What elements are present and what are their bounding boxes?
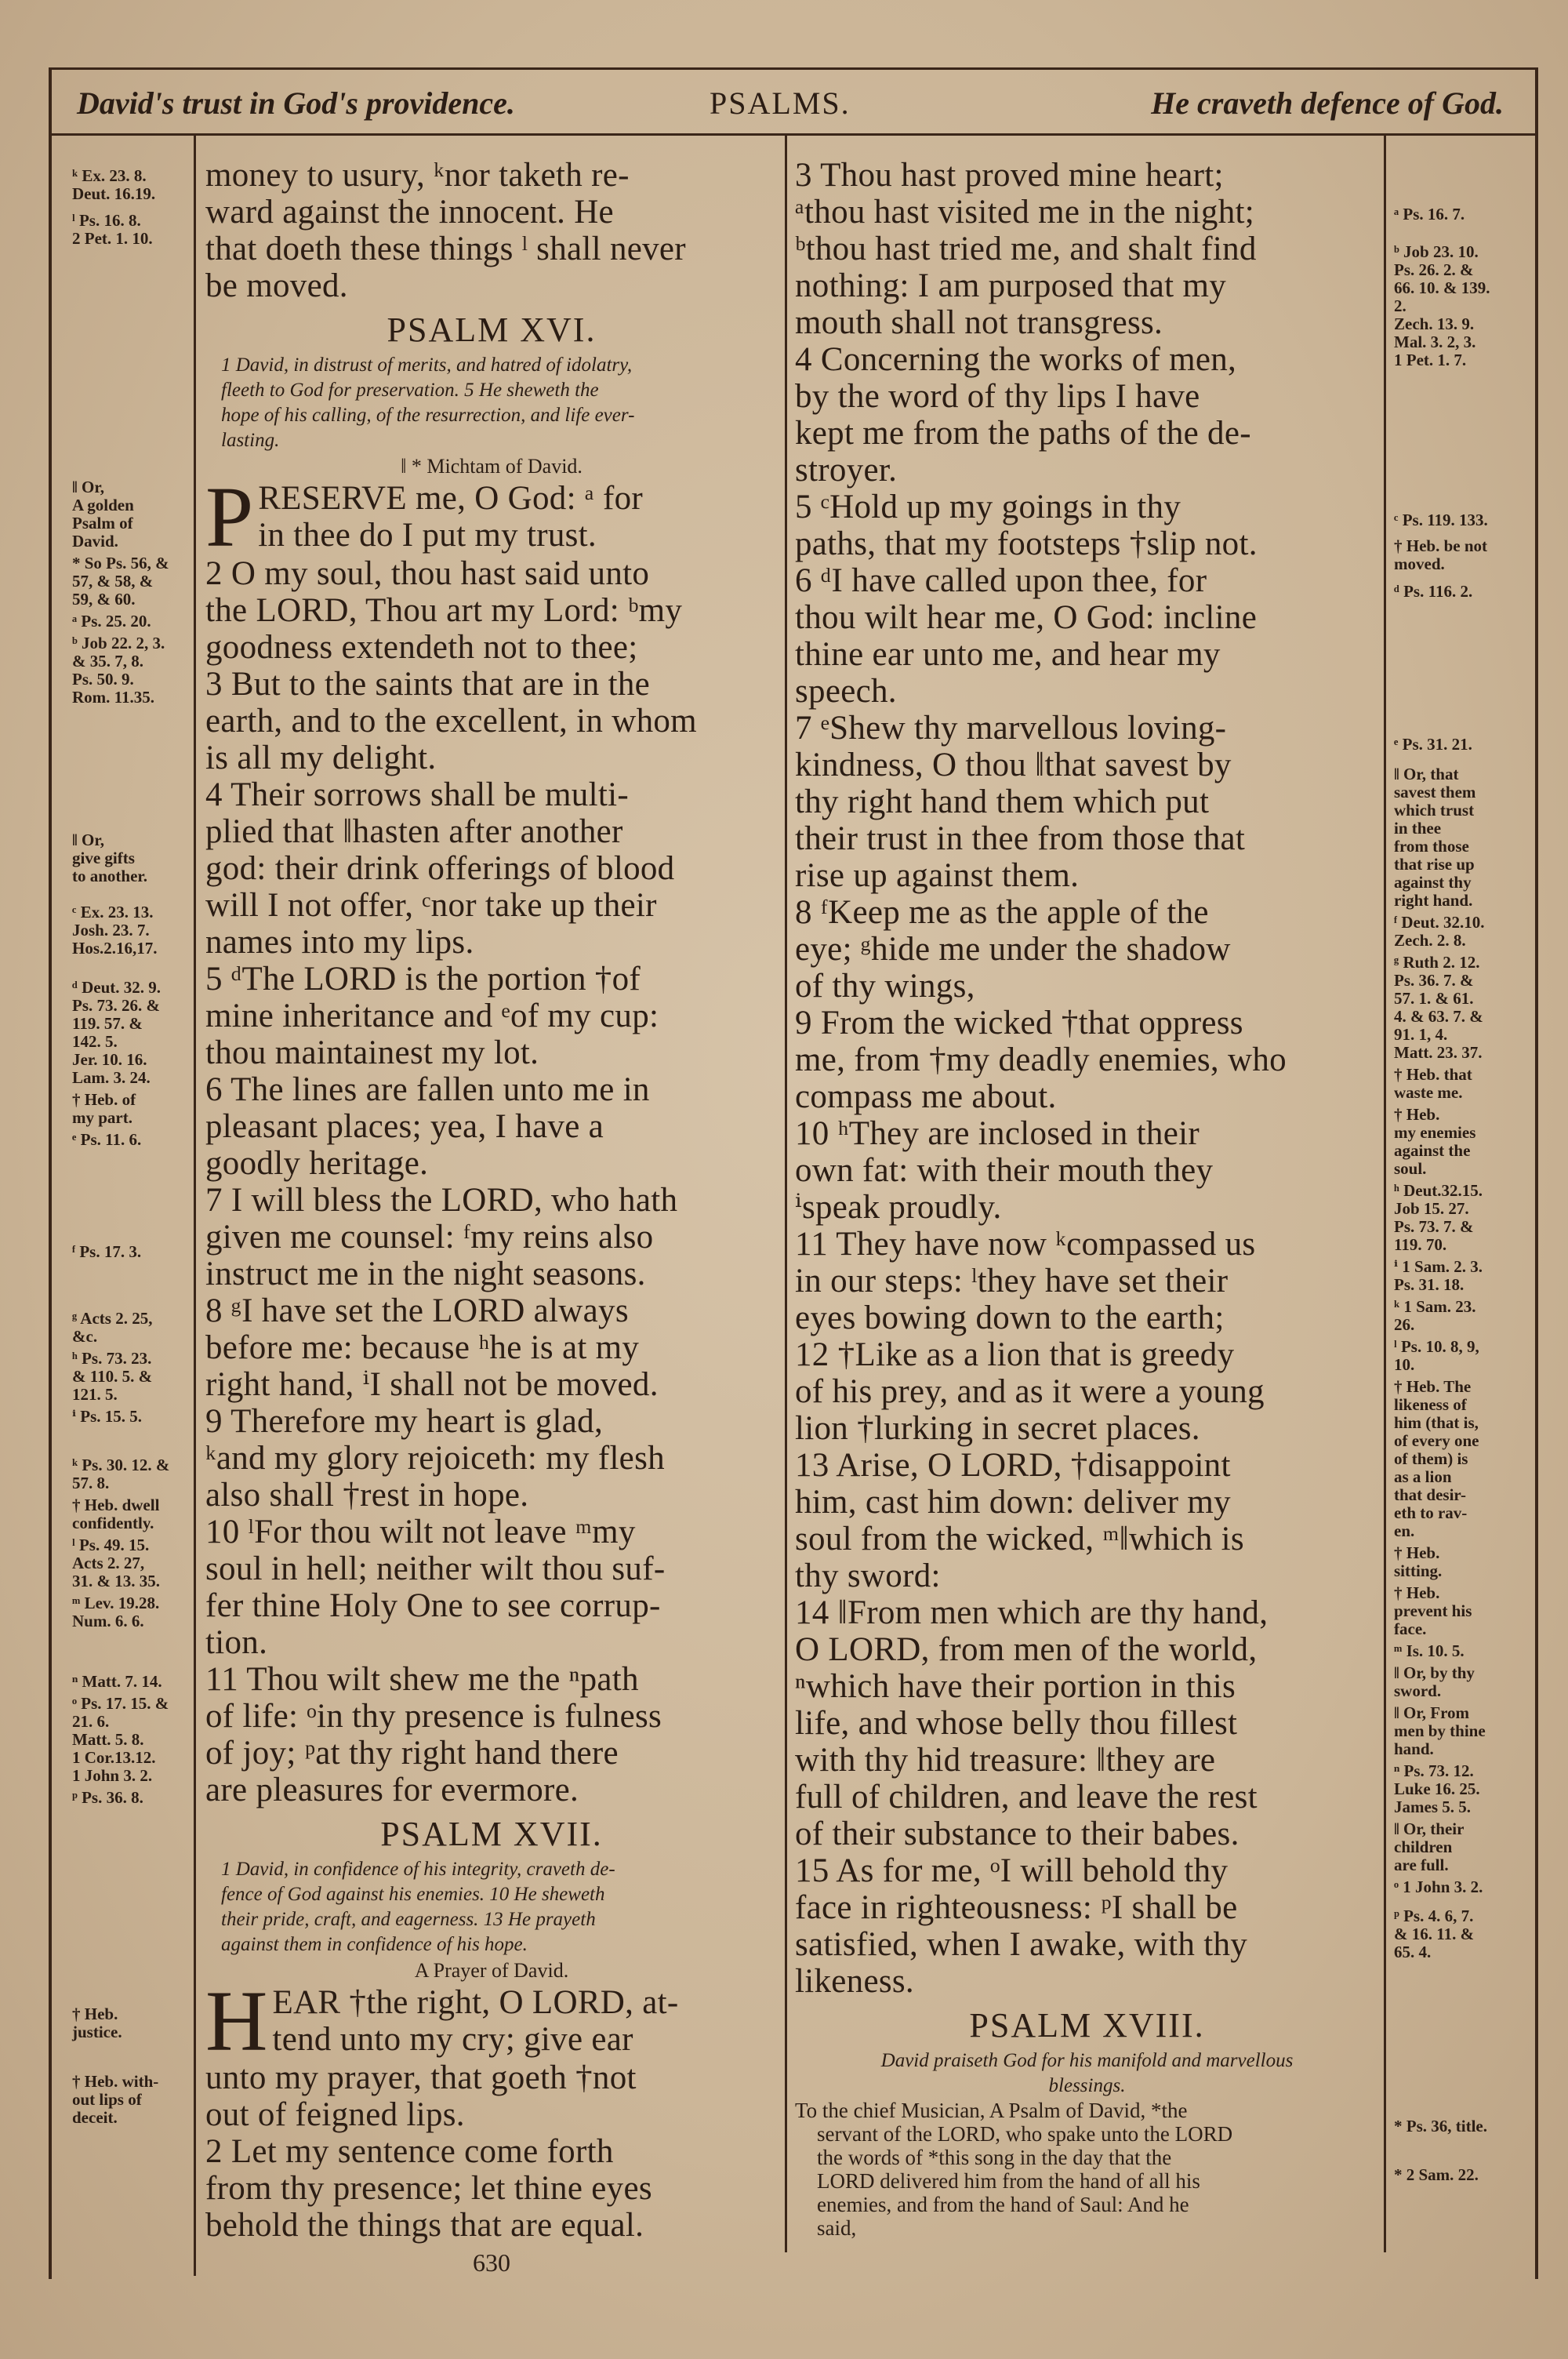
psalm-summary-line: 1 David, in confidence of his integrity, craveth de- (221, 1859, 615, 1880)
verse-line: before me: because ʰhe is at my (205, 1329, 640, 1366)
verse-line: 6 The lines are fallen unto me in (205, 1071, 650, 1108)
margin-reference: ⁿ Matt. 7. 14. (72, 1672, 162, 1691)
verse-line: face in righteousness: ᵖI shall be (795, 1889, 1238, 1926)
verse-line: likeness. (795, 1963, 914, 2000)
margin-reference: * So Ps. 56, & 57, & 58, & 59, & 60. (72, 554, 169, 609)
verse-line: life, and whose belly thou fillest (795, 1705, 1238, 1742)
verse-line: with thy hid treasure: ‖they are (795, 1742, 1216, 1779)
margin-reference: ˡ Ps. 16. 8. 2 Pet. 1. 10. (72, 211, 153, 248)
margin-reference: † Heb. The likeness of him (that is, of every one of them) is as a lion that desir- eth to rav- en. (1394, 1377, 1479, 1540)
margin-reference: ᵉ Ps. 31. 21. (1394, 735, 1472, 754)
margin-reference: ᵒ 1 John 3. 2. (1394, 1877, 1483, 1896)
verse-line: 12 †Like as a lion that is greedy (795, 1336, 1235, 1373)
psalm-summary-line: their pride, craft, and eagerness. 13 He prayeth (221, 1909, 596, 1930)
verse-line: 9 Therefore my heart is glad, (205, 1403, 603, 1440)
psalm-summary-line: 1 David, in distrust of merits, and hatred of idolatry, (221, 354, 633, 376)
verse-line: me, from †my deadly enemies, who (795, 1041, 1287, 1078)
verse-line: pleasant places; yea, I have a (205, 1108, 604, 1145)
header-left: David's trust in God's providence. (77, 85, 515, 121)
psalm-intro-line: said, (817, 2216, 857, 2240)
margin-reference: ᶜ Ps. 119. 133. (1394, 511, 1488, 529)
verse-line: rise up against them. (795, 857, 1080, 894)
left-margin-rule (194, 135, 196, 2276)
verse-line: 3 But to the saints that are in the (205, 666, 651, 703)
verse-line: 8 ᶠKeep me as the apple of the (795, 894, 1209, 931)
margin-reference: ᵃ Ps. 16. 7. (1394, 205, 1465, 224)
verse-line: ⁱspeak proudly. (795, 1189, 1002, 1226)
verse-line: their trust in thee from those that (795, 820, 1246, 857)
margin-reference: ʰ Deut.32.15. Job 15. 27. Ps. 73. 7. & 119. 70. (1394, 1181, 1483, 1254)
verse-line: 4 Their sorrows shall be multi- (205, 776, 629, 813)
verse-line: O LORD, from men of the world, (795, 1631, 1258, 1668)
psalm-summary-line: David praiseth God for his manifold and marvellous (880, 2050, 1294, 2071)
psalm-intro-line: the words of *this song in the day that the (817, 2146, 1172, 2169)
psalm-intro-line: enemies, and from the hand of Saul: And he (817, 2193, 1189, 2216)
verse-line: of his prey, and as it were a young (795, 1373, 1265, 1410)
verse-line: behold the things that are equal. (205, 2207, 644, 2244)
margin-reference: ᶜ Ex. 23. 13. Josh. 23. 7. Hos.2.16,17. (72, 903, 158, 958)
outer-left-rule (49, 67, 52, 2279)
margin-reference: * Ps. 36, title. (1394, 2117, 1487, 2135)
margin-reference: ⁱ Ps. 15. 5. (72, 1407, 143, 1426)
verse-line: kindness, O thou ‖that savest by (795, 747, 1232, 783)
psalm-title: PSALM XVI. (387, 311, 597, 349)
margin-reference: ᵏ Ex. 23. 8. Deut. 16.19. (72, 166, 156, 203)
psalm-summary-line: against them in confidence of his hope. (221, 1934, 528, 1955)
psalm-superscription: A Prayer of David. (414, 1959, 569, 1982)
margin-reference: ‖ Or, From men by thine hand. (1394, 1703, 1486, 1758)
drop-cap-block (205, 480, 778, 555)
verse-line: mouth shall not transgress. (795, 304, 1163, 341)
verse-line: ⁿwhich have their portion in this (795, 1668, 1236, 1705)
verse-line: out of feigned lips. (205, 2096, 465, 2133)
verse-line: thou maintainest my lot. (205, 1034, 539, 1071)
verse-line: own fat: with their mouth they (795, 1152, 1214, 1189)
verse-line: of their substance to their babes. (795, 1816, 1240, 1852)
top-rule (49, 67, 1538, 70)
verse-line: 6 ᵈI have called upon thee, for (795, 562, 1207, 599)
margin-reference: † Heb. be not moved. (1394, 536, 1488, 573)
verse-line: in our steps: ˡthey have set their (795, 1263, 1229, 1299)
verse-line: in thee do I put my trust. (258, 517, 597, 554)
header-rule (49, 133, 1538, 136)
verse-line: 7 ᵉShew thy marvellous loving- (795, 710, 1227, 747)
page-number: 630 (473, 2248, 510, 2277)
margin-reference: ‖ Or, their children are full. (1394, 1819, 1465, 1874)
verse-line: soul from the wicked, ᵐ‖which is (795, 1521, 1244, 1558)
psalm-summary-line: fence of God against his enemies. 10 He sheweth (221, 1884, 605, 1905)
margin-reference: ᶠ Ps. 17. 3. (72, 1242, 142, 1261)
header-right: He craveth defence of God. (1151, 85, 1504, 121)
verse-line: RESERVE me, O God: ᵃ for (258, 480, 644, 517)
verse-line: EAR †the right, O LORD, at- (272, 1984, 679, 2021)
psalm-title: PSALM XVII. (380, 1815, 603, 1853)
margin-reference: ⁿ Ps. 73. 12. Luke 16. 25. James 5. 5. (1394, 1761, 1480, 1816)
margin-reference: ᵇ Job 23. 10. Ps. 26. 2. & 66. 10. & 139. 2. Zech. 13. 9. Mal. 3. 2, 3. 1 Pet. 1. 7. (1394, 242, 1490, 369)
verse-line: from thy presence; let thine eyes (205, 2170, 652, 2207)
verse-line: him, cast him down: deliver my (795, 1484, 1231, 1521)
verse-line: tion. (205, 1624, 268, 1661)
margin-reference: ᵉ Ps. 11. 6. (72, 1130, 142, 1149)
verse-line: that doeth these things ˡ shall never (205, 231, 686, 267)
outer-right-rule (1535, 67, 1538, 2279)
margin-reference: ˡ Ps. 49. 15. Acts 2. 27, 31. & 13. 35. (72, 1536, 160, 1590)
verse-line: given me counsel: ᶠmy reins also (205, 1219, 654, 1256)
margin-reference: ᵇ Job 22. 2, 3. & 35. 7, 8. Ps. 50. 9. Rom. 11.35. (72, 634, 165, 707)
verse-line: paths, that my footsteps †slip not. (795, 525, 1258, 562)
verse-line: unto my prayer, that goeth †not (205, 2059, 637, 2096)
psalm-superscription: ‖ * Michtam of David. (401, 455, 583, 478)
margin-reference: † Heb. of my part. (72, 1090, 136, 1127)
verse-line: 10 ʰThey are inclosed in their (795, 1115, 1200, 1152)
margin-reference: † Heb. my enemies against the soul. (1394, 1105, 1476, 1178)
psalm-summary-line: fleeth to God for preservation. 5 He sheweth the (221, 380, 599, 401)
verse-line: names into my lips. (205, 924, 474, 961)
margin-reference: ᵏ Ps. 30. 12. & 57. 8. (72, 1456, 170, 1492)
drop-cap: P (205, 480, 254, 555)
verse-line: earth, and to the excellent, in whom (205, 703, 697, 740)
verse-line: tend unto my cry; give ear (272, 2021, 633, 2058)
psalm-intro-line: servant of the LORD, who spake unto the LORD (817, 2122, 1233, 2146)
margin-reference: ‖ Or, give gifts to another. (72, 831, 148, 885)
verse-line: 10 ˡFor thou wilt not leave ᵐmy (205, 1514, 636, 1550)
verse-line: 15 As for me, ᵒI will behold thy (795, 1852, 1229, 1889)
right-margin-rule (1384, 135, 1386, 2252)
margin-reference: † Heb. with- out lips of deceit. (72, 2072, 159, 2127)
margin-reference: † Heb. sitting. (1394, 1543, 1443, 1580)
verse-line: ᵏand my glory rejoiceth: my flesh (205, 1440, 665, 1477)
margin-reference: ᵒ Ps. 17. 15. & 21. 6. Matt. 5. 8. 1 Cor.13.12. 1 John 3. 2. (72, 1694, 169, 1785)
psalm-summary-line: hope of his calling, of the resurrection, and life ever- (221, 405, 635, 426)
verse-line: soul in hell; neither wilt thou suf- (205, 1550, 666, 1587)
text-column-left (205, 157, 778, 2277)
verse-line: goodness extendeth not to thee; (205, 629, 638, 666)
verse-line: compass me about. (795, 1078, 1057, 1115)
verse-line: thou wilt hear me, O God: incline (795, 599, 1258, 636)
margin-reference: † Heb. prevent his face. (1394, 1583, 1472, 1638)
verse-line: 4 Concerning the works of men, (795, 341, 1237, 378)
verse-line: 11 Thou wilt shew me the ⁿpath (205, 1661, 639, 1698)
header-book-title: PSALMS. (710, 85, 851, 121)
verse-line: is all my delight. (205, 740, 437, 776)
verse-line: 13 Arise, O LORD, †disappoint (795, 1447, 1231, 1484)
drop-cap-block (205, 1984, 778, 2059)
verse-line: eyes bowing down to the earth; (795, 1299, 1225, 1336)
margin-reference: ‖ Or, by thy sword. (1394, 1663, 1475, 1700)
verse-line: 8 ᵍI have set the LORD always (205, 1292, 629, 1329)
verse-line: 14 ‖From men which are thy hand, (795, 1594, 1269, 1631)
verse-line: lion †lurking in secret places. (795, 1410, 1200, 1447)
psalm-summary-line: lasting. (221, 430, 280, 451)
margin-reference: ᶠ Deut. 32.10. Zech. 2. 8. (1394, 913, 1485, 950)
verse-line: are pleasures for evermore. (205, 1772, 579, 1808)
verse-line: fer thine Holy One to see corrup- (205, 1587, 661, 1624)
verse-line: of joy; ᵖat thy right hand there (205, 1735, 619, 1772)
psalm-intro-line: LORD delivered him from the hand of all his (817, 2169, 1200, 2193)
margin-reference: ᵖ Ps. 36. 8. (72, 1788, 143, 1807)
verse-line: speech. (795, 673, 897, 710)
verse-line: 11 They have now ᵏcompassed us (795, 1226, 1256, 1263)
verse-line: 9 From the wicked †that oppress (795, 1005, 1243, 1041)
verse-line: 2 Let my sentence come forth (205, 2133, 614, 2170)
verse-line: plied that ‖hasten after another (205, 813, 623, 850)
verse-line: ᵇthou hast tried me, and shalt find (795, 231, 1257, 267)
verse-line: of life: ᵒin thy presence is fulness (205, 1698, 662, 1735)
verse-line: by the word of thy lips I have (795, 378, 1200, 415)
verse-line: thine ear unto me, and hear my (795, 636, 1221, 673)
verse-line: god: their drink offerings of blood (205, 850, 675, 887)
margin-reference: ᵐ Lev. 19.28. Num. 6. 6. (72, 1594, 160, 1630)
margin-reference: ᵐ Is. 10. 5. (1394, 1641, 1465, 1660)
psalm-summary-line: blessings. (1048, 2075, 1126, 2096)
verse-line: stroyer. (795, 452, 898, 489)
verse-line: be moved. (205, 267, 348, 304)
margin-reference: ᵖ Ps. 4. 6, 7. & 16. 11. & 65. 4. (1394, 1906, 1475, 1961)
margin-reference: ᵈ Deut. 32. 9. Ps. 73. 26. & 119. 57. & 142. 5. Jer. 10. 16. Lam. 3. 24. (72, 978, 162, 1087)
margin-reference: ˡ Ps. 10. 8, 9, 10. (1394, 1337, 1479, 1374)
center-rule (785, 135, 787, 2252)
verse-line: goodly heritage. (205, 1145, 429, 1182)
verse-line: thy right hand them which put (795, 783, 1210, 820)
margin-reference: ᵍ Ruth 2. 12. Ps. 36. 7. & 57. 1. & 61. 4. & 63. 7. & 91. 1, 4. Matt. 23. 37. (1394, 953, 1483, 1062)
verse-line: 5 ᶜHold up my goings in thy (795, 489, 1181, 525)
verse-line: nothing: I am purposed that my (795, 267, 1227, 304)
margin-reference: ‖ Or, that savest them which trust in thee from those that rise up against thy right hand. (1394, 765, 1476, 910)
verse-line: right hand, ⁱI shall not be moved. (205, 1366, 659, 1403)
verse-line: 5 ᵈThe LORD is the portion †of (205, 961, 641, 998)
verse-line: eye; ᵍhide me under the shadow (795, 931, 1231, 968)
psalm-intro-line: To the chief Musician, A Psalm of David, *the (795, 2099, 1188, 2122)
verse-line: ᵃthou hast visited me in the night; (795, 194, 1254, 231)
psalm-title: PSALM XVIII. (969, 2006, 1205, 2045)
margin-reference: † Heb. dwell confidently. (72, 1496, 160, 1532)
margin-reference: ʰ Ps. 73. 23. & 110. 5. & 121. 5. (72, 1349, 153, 1404)
verse-line: satisfied, when I awake, with thy (795, 1926, 1248, 1963)
margin-reference: ᵍ Acts 2. 25, &c. (72, 1309, 153, 1346)
verse-line: also shall †rest in hope. (205, 1477, 529, 1514)
verse-line: will I not offer, ᶜnor take up their (205, 887, 657, 924)
text-column-right (795, 157, 1379, 2240)
verse-line: money to usury, ᵏnor taketh re- (205, 157, 630, 194)
margin-reference: ‖ Or, A golden Psalm of David. (72, 478, 134, 551)
verse-line: mine inheritance and ᵉof my cup: (205, 998, 659, 1034)
margin-reference: ᵏ 1 Sam. 23. 26. (1394, 1297, 1476, 1334)
verse-line: full of children, and leave the rest (795, 1779, 1258, 1816)
margin-reference: * 2 Sam. 22. (1394, 2165, 1479, 2184)
verse-line: ward against the innocent. He (205, 194, 614, 231)
margin-reference: † Heb. justice. (72, 2005, 122, 2041)
verse-line: of thy wings, (795, 968, 975, 1005)
margin-reference: † Heb. that waste me. (1394, 1065, 1472, 1102)
verse-line: the LORD, Thou art my Lord: ᵇmy (205, 592, 683, 629)
verse-line: 3 Thou hast proved mine heart; (795, 157, 1224, 194)
drop-cap: H (205, 1984, 268, 2059)
verse-line: 7 I will bless the LORD, who hath (205, 1182, 678, 1219)
verse-line: instruct me in the night seasons. (205, 1256, 646, 1292)
verse-line: thy sword: (795, 1558, 941, 1594)
verse-line: 2 O my soul, thou hast said unto (205, 555, 650, 592)
margin-reference: ⁱ 1 Sam. 2. 3. Ps. 31. 18. (1394, 1257, 1483, 1294)
verse-line: kept me from the paths of the de- (795, 415, 1251, 452)
margin-reference: ᵈ Ps. 116. 2. (1394, 582, 1473, 601)
margin-reference: ᵃ Ps. 25. 20. (72, 612, 151, 631)
